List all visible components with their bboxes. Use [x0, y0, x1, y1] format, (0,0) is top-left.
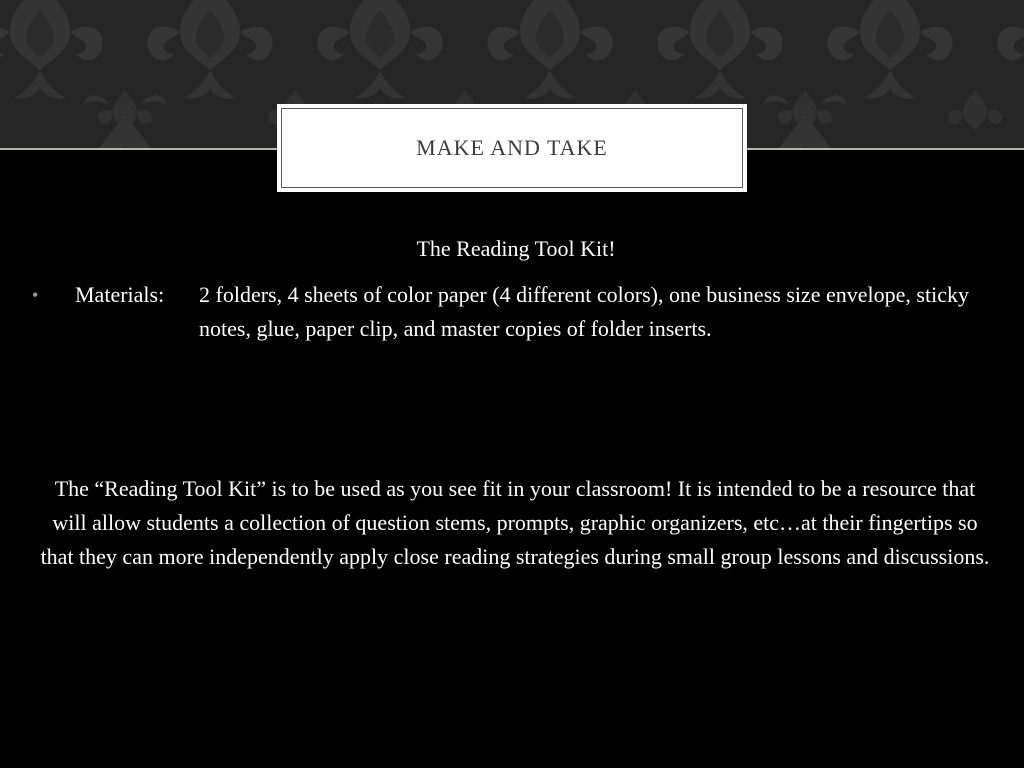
bullet-marker: •	[32, 285, 39, 305]
slide-title: MAKE AND TAKE	[416, 135, 608, 160]
description-paragraph: The “Reading Tool Kit” is to be used as you see fit in your classroom! It is intended to be a resource that will allow students a collection of question stems, prompts, graphic organizers, etc…at their fingertips so that they can more independently apply close reading strategies during small group lessons and discussions.	[40, 476, 990, 569]
slide-subtitle: The Reading Tool Kit!	[416, 236, 616, 261]
materials-label: Materials:	[75, 282, 165, 307]
materials-text: 2 folders, 4 sheets of color paper (4 different colors), one business size envelope, sticky notes, glue, paper clip, and master copies of folder inserts.	[199, 282, 969, 341]
title-box	[277, 104, 747, 192]
